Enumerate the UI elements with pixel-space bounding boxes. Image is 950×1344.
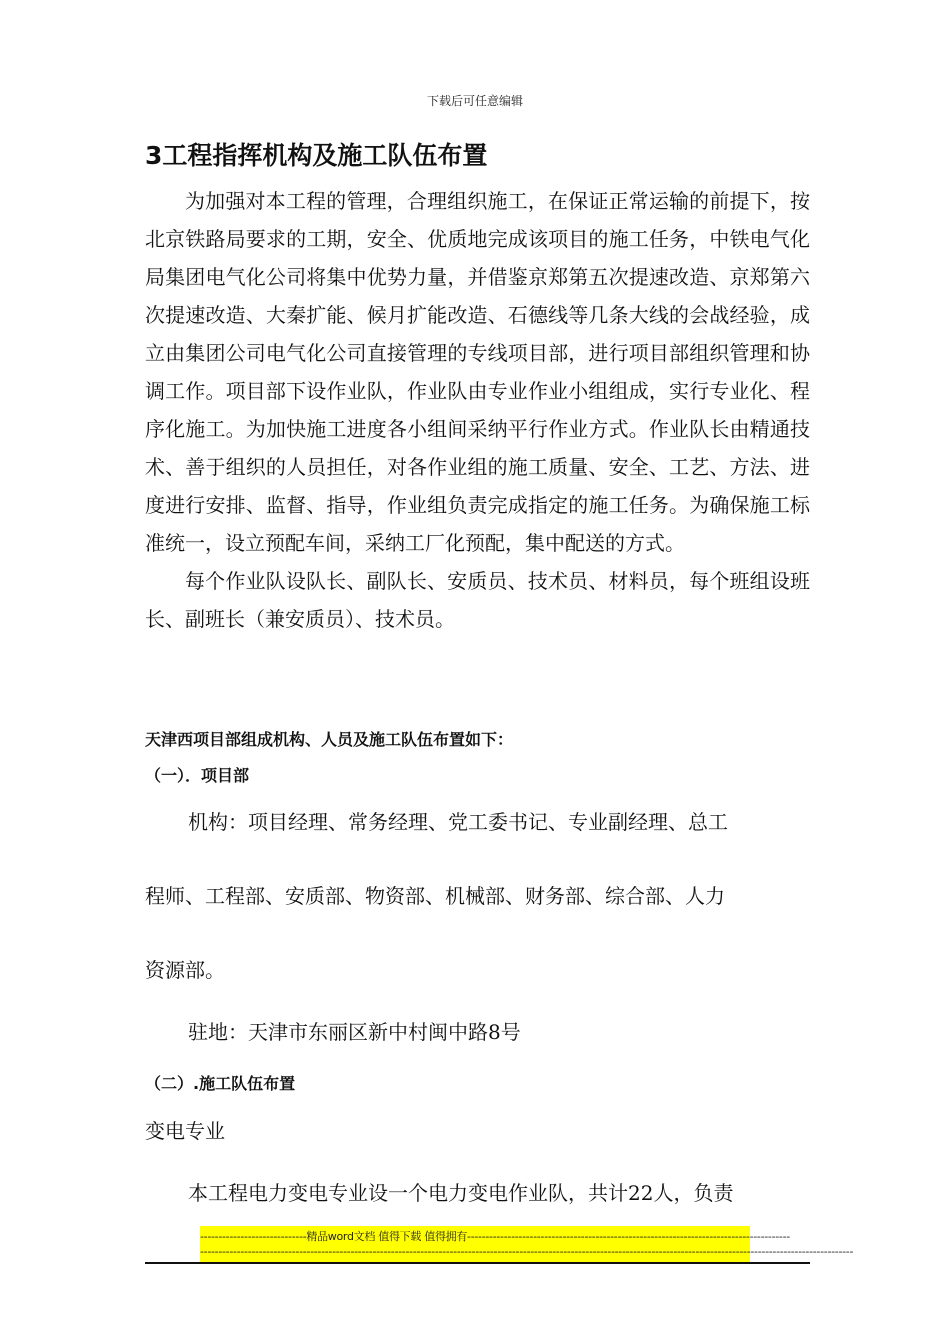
- org-line-2: 程师、工程部、安质部、物资部、机械部、财务部、综合部、人力: [145, 884, 725, 908]
- page-title: 3工程指挥机构及施工队伍布置: [145, 141, 488, 170]
- org-line-1: 机构：项目经理、常务经理、党工委书记、专业副经理、总工: [188, 810, 728, 834]
- specialty-label: 变电专业: [145, 1119, 225, 1143]
- footer-banner: [200, 1226, 854, 1262]
- last-line: 本工程电力变电专业设一个电力变电作业队，共计22人，负责: [188, 1181, 734, 1205]
- subsection-heading-2: （二）.施工队伍布置: [145, 1074, 296, 1093]
- footer-line-2: ----------------------------------------------------------------------------------------------------------------------------------------------------------------------------------: [200, 1245, 854, 1258]
- paragraph-2: 每个作业队设队长、副队长、安质员、技术员、材料员，每个班组设班长、副班长（兼安质员）、技术员。: [145, 569, 810, 631]
- address-line: 驻地：天津市东丽区新中村闽中路8号: [188, 1020, 521, 1044]
- section-heading: 天津西项目部组成机构、人员及施工队伍布置如下：: [145, 730, 514, 749]
- org-line-3: 资源部。: [145, 958, 225, 982]
- paragraph-1: 为加强对本工程的管理，合理组织施工，在保证正常运输的前提下，按北京铁路局要求的工期，安全、优质地完成该项目的施工任务，中铁电气化局集团电气化公司将集中优势力量，并借鉴京郑第五次提速改造、京郑第六次提速改造、大秦扩能、候月扩能改造、石德线等几条大线的会战经验，成立由集团公司电气化公司直接管理的专线项目部，进行项目部组织管理和协调工作。项目部下设作业队，作业队由专业作业小组组成，实行专业化、程序化施工。为加快施工进度各小组间采纳平行作业方式。作业队长由精通技术、善于组织的人员担任，对各作业组的施工质量、安全、工艺、方法、进度进行安排、监督、指导，作业组负责完成指定的施工任务。为确保施工标准统一，设立预配车间，采纳工厂化预配，集中配送的方式。: [145, 189, 810, 555]
- subsection-heading-1: （一）．项目部: [145, 766, 250, 785]
- intro-paragraphs: [145, 182, 810, 638]
- footer-line-1: -----------------------------精品word文档 值得下载 值得拥有----------------------------------------------------------------------------------------: [200, 1230, 790, 1243]
- bottom-rule: [145, 1262, 810, 1264]
- header-note: 下载后可任意编辑: [426, 94, 523, 108]
